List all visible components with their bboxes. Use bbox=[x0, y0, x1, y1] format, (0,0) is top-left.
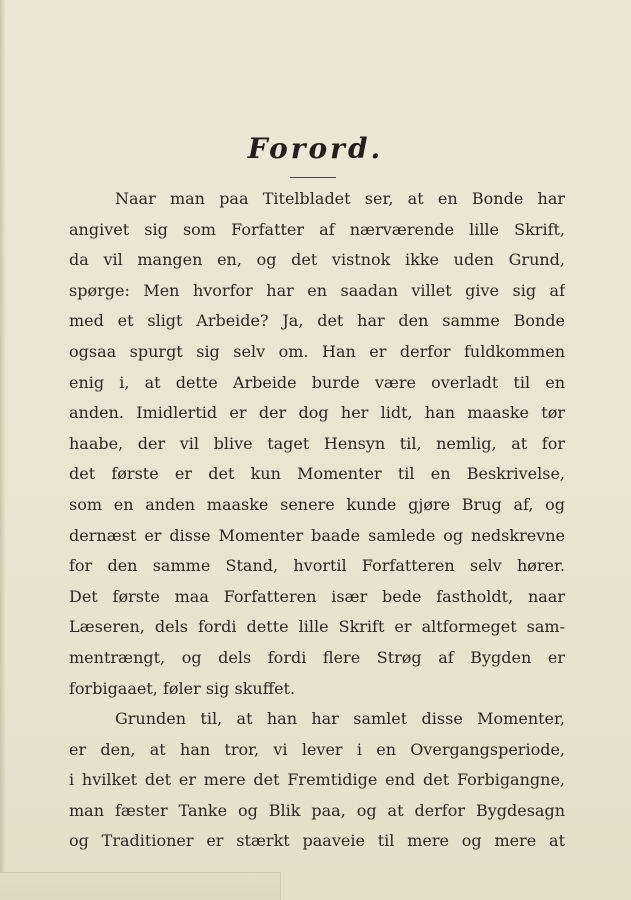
text-line: i hvilket det er mere det Fremtidige end det Forbigangne, bbox=[69, 770, 565, 790]
text-line: er den, at han tror, vi lever i en Overgangsperiode, bbox=[69, 739, 565, 759]
text-line: og Traditioner er stærkt paaveie til mere og mere at bbox=[69, 831, 565, 851]
text-line: Naar man paa Titelbladet ser, at en Bonde har bbox=[115, 189, 565, 208]
text-line: som en anden maaske senere kunde gjøre Brug af, og bbox=[69, 494, 565, 514]
text-line: da vil mangen en, og det vistnok ikke uden Grund, bbox=[69, 250, 565, 270]
page-bottom-fold bbox=[0, 872, 281, 900]
text-line: haabe, der vil blive taget Hensyn til, nemlig, at for bbox=[69, 433, 565, 453]
text-line: Det første maa Forfatteren især bede fastholdt, naar bbox=[69, 586, 565, 606]
text-line: ogsaa spurgt sig selv om. Han er derfor fuldkommen bbox=[69, 341, 565, 361]
title-underline bbox=[290, 177, 336, 178]
text-line: med et sligt Arbeide? Ja, det har den samme Bonde bbox=[69, 311, 565, 331]
text-line: mentrængt, og dels fordi flere Strøg af Bygden er bbox=[69, 647, 565, 667]
text-line: det første er det kun Momenter til en Beskrivelse, bbox=[69, 464, 565, 484]
text-line: anden. Imidlertid er der dog her lidt, han maaske tør bbox=[69, 403, 565, 423]
text-line: spørge: Men hvorfor har en saadan villet give sig af bbox=[69, 280, 565, 300]
page-title: Forord. bbox=[247, 132, 384, 165]
text-line: enig i, at dette Arbeide burde være overladt til en bbox=[69, 372, 565, 392]
text-line: Læseren, dels fordi dette lille Skrift er altformeget sam- bbox=[69, 617, 565, 637]
text-line: angivet sig som Forfatter af nærværende lille Skrift, bbox=[69, 219, 565, 239]
text-line: for den samme Stand, hvortil Forfatteren selv hører. bbox=[69, 556, 565, 576]
text-line: forbigaaet, føler sig skuffet. bbox=[69, 678, 296, 698]
text-line: dernæst er disse Momenter baade samlede og nedskrevne bbox=[69, 525, 565, 545]
body-text bbox=[69, 184, 565, 857]
text-line: Grunden til, at han har samlet disse Momenter, bbox=[115, 709, 565, 729]
text-line: man fæster Tanke og Blik paa, og at derfor Bygdesagn bbox=[69, 800, 565, 820]
